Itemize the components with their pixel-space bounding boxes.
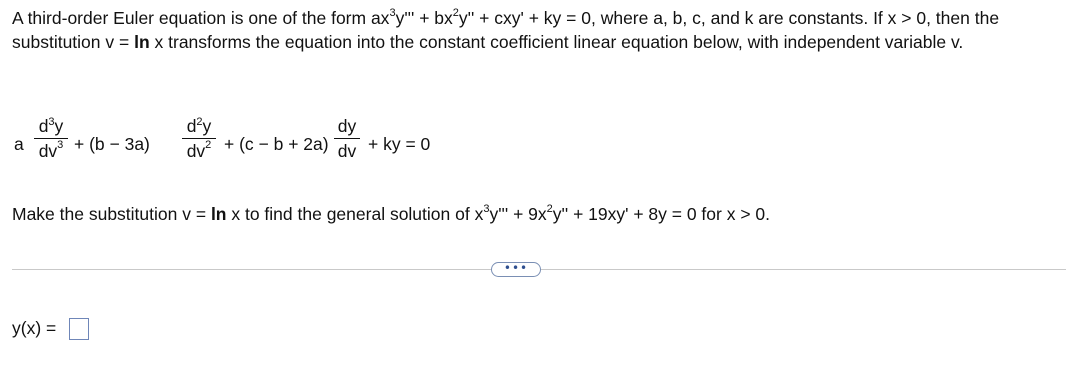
ln-symbol: ln (210, 204, 227, 224)
fraction-numerator: $d^2y$ (186, 116, 212, 136)
exponent: 3 (389, 7, 396, 19)
problem-statement (12, 6, 1062, 54)
answer-input[interactable] (69, 318, 89, 340)
more-options-button[interactable]: ••• (491, 262, 541, 277)
fourth-term: + ky = 0 (368, 134, 431, 154)
fraction-bar (334, 138, 360, 139)
exponent: 3 (483, 203, 490, 215)
third-term: + (c − b + 2a) (224, 134, 329, 154)
exponent: 2 (452, 7, 459, 19)
fraction-denominator: $dv_3$ (38, 139, 64, 161)
third-derivative-fraction (34, 116, 68, 161)
fraction-numerator: dy (337, 116, 357, 136)
task-text: x to find the general solution of x (226, 204, 484, 224)
fraction-denominator: dv (337, 141, 357, 161)
second-derivative-fraction (182, 116, 216, 161)
fraction-numerator: $d^3y$ (38, 116, 64, 136)
fraction-denominator: $dv_2$ (186, 139, 212, 161)
answer-label: y(x) = (12, 318, 57, 338)
coefficient-a: a (14, 134, 24, 154)
task-statement (12, 202, 770, 226)
intro-text: x transforms the equation into the constant coefficient linear equation below, with independent variable v. (149, 32, 964, 52)
intro-text: y'' + cxy' + ky = 0, where a, b, c, and k are constants. If x > 0, then the substitution v = (12, 8, 1000, 52)
task-text: y''' + 9x (489, 204, 547, 224)
task-text: Make the substitution v = (12, 204, 211, 224)
ln-symbol: ln (134, 32, 150, 52)
intro-text: A third-order Euler equation is one of the form ax (12, 8, 390, 28)
first-derivative-fraction (334, 116, 360, 161)
intro-text: y''' + bx (395, 8, 453, 28)
task-text: y'' + 19xy' + 8y = 0 for x > 0. (552, 204, 771, 224)
exponent: 2 (546, 203, 553, 215)
second-term: + (b − 3a) (74, 134, 150, 154)
